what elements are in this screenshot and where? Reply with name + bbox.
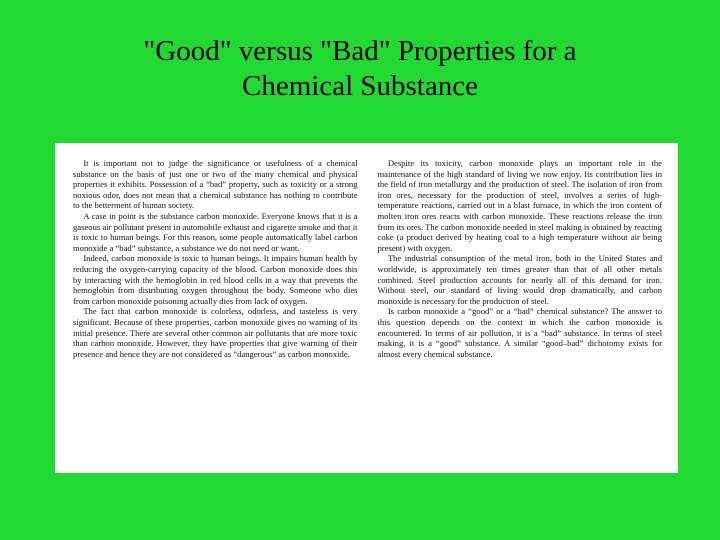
paragraph: It is important not to judge the significance or usefulness of a chemical substance on the basis of just one or two of the many chemical and physical properties it exhibits. Possession of a “bad” property, such as toxicity or a strong noxious odor, does not mean that a chemical substance has nothing to contribute to the betterment of human society. [73,158,358,211]
slide-title [0,34,720,104]
paragraph: A case in point is the substance carbon monoxide. Everyone knows that it is a gaseous air pollutant present in automobile exhaust and cigarette smoke and that it is toxic to human beings. For this reason, some people automatically label carbon monoxide a “bad” substance, a substance we do not need or want. [73,210,358,253]
paragraph: The fact that carbon monoxide is colorless, odorless, and tasteless is very significant. Because of these properties, carbon monoxide gives no warning of its initial presence. There are several other common air pollutants that are more toxic than carbon monoxide. However, they have properties that give warning of their presence and hence they are not considered as “dangerous” as carbon monoxide. [73,306,358,359]
left-column [73,158,358,463]
paragraph: Indeed, carbon monoxide is toxic to human beings. It impairs human health by reducing the oxygen-carrying capacity of the blood. Carbon monoxide does this by interacting with the hemoglobin in red blood cells in a way that prevents the hemoglobin from distributing oxygen throughout the body. Someone who dies from carbon monoxide poisoning actually dies from lack of oxygen. [73,253,358,306]
right-column [378,158,663,463]
slide-title-line-1: "Good" versus "Bad" Properties for a [143,35,577,67]
paragraph: Is carbon monoxide a “good” or a “bad” chemical substance? The answer to this question depends on the context in which the carbon monoxide is encountered. In terms of air pollution, it is a “bad” substance. In terms of steel making, it is a “good” substance. A similar “good–bad” dichotomy exists for almost every chemical substance. [377,306,662,359]
document-excerpt [55,143,678,473]
paragraph: The industrial consumption of the metal iron, both in the United States and worldwide, is approximately ten times greater than that of all other metals combined. Steel production accounts for nearly all of this demand for iron. Without steel, our standard of living would drop dramatically, and carbon monoxide is necessary for the production of steel. [377,253,662,306]
slide-title-line-2: Chemical Substance [242,70,478,102]
paragraph: Despite its toxicity, carbon monoxide plays an important role in the maintenance of the high standard of living we now enjoy. Its contribution lies in the field of iron metallurgy and the production of steel. The isolation of iron from iron ores, necessary for the production of steel, involves a series of high-temperature reactions, carried out in a blast furnace, in which the iron content of molten iron ores reacts with carbon monoxide. These reactions release the iron from its ores. The carbon monoxide needed in steel making is obtained by reacting coke (a product derived by heating coal to a high temperature without air being present) with oxygen. [377,158,662,253]
